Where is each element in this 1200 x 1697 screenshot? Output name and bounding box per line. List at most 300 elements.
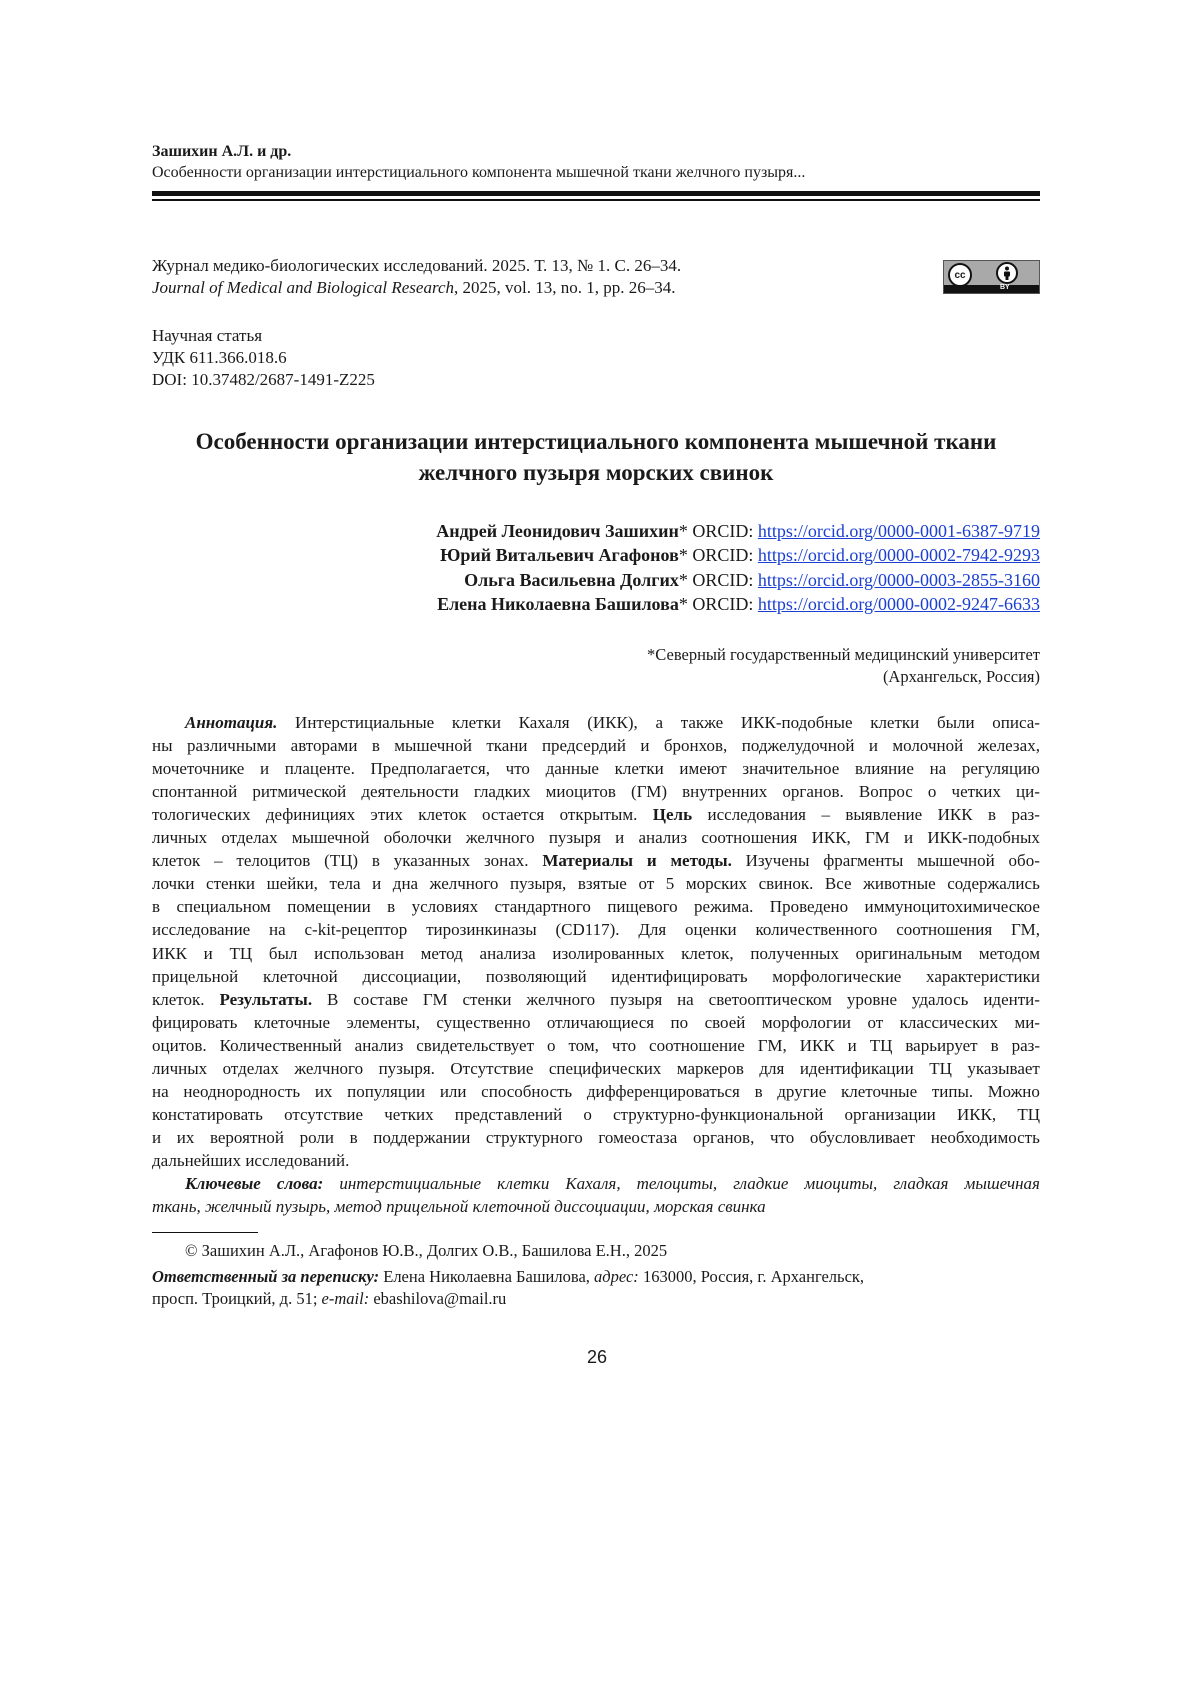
word: остается [482, 805, 544, 825]
word: – [214, 851, 223, 871]
word: методы. [670, 851, 731, 871]
cc-icon: cc [948, 263, 972, 287]
word: и [204, 944, 213, 964]
word: что [506, 759, 530, 779]
abstract-line [152, 828, 1040, 848]
word: на [269, 920, 286, 940]
udc: УДК 611.366.018.6 [152, 348, 287, 368]
word: раз- [1011, 805, 1039, 825]
orcid-link[interactable]: https://orcid.org/0000-0001-6387-9719 [758, 521, 1040, 541]
word: предсердий [542, 736, 626, 756]
word: четких [384, 1105, 433, 1125]
word: Цель [653, 805, 692, 825]
word: анализа [480, 944, 536, 964]
word: идентификации [800, 1059, 914, 1079]
word: миоцитов [546, 782, 616, 802]
author-line [464, 570, 1040, 591]
word: стенки [463, 990, 512, 1010]
word: удалось [912, 990, 968, 1010]
word: ткань, [152, 1197, 201, 1217]
word: свинка [718, 1197, 766, 1217]
word: тирозинкиназы [426, 920, 537, 940]
word: клеток, [681, 944, 734, 964]
word: соотношения [896, 920, 992, 940]
word: животные [863, 874, 936, 894]
abstract-line [152, 1059, 1040, 1079]
word: выявление [845, 805, 922, 825]
word: клетки [870, 713, 919, 733]
word: мышечной [292, 828, 370, 848]
abstract-line [152, 759, 1040, 779]
word: желчного [466, 828, 535, 848]
word: и [615, 828, 624, 848]
word: телоцитов [236, 851, 310, 871]
word: обо- [1009, 851, 1040, 871]
citation-ru: Журнал медико-биологических исследований. 2025. Т. 13, № 1. С. 26–34. [152, 256, 681, 276]
word: шейки, [267, 874, 318, 894]
word: пузыря [610, 990, 662, 1010]
word: использован [314, 944, 404, 964]
attribution-person-icon [996, 262, 1018, 284]
word: гладкая [893, 1174, 948, 1194]
word: поддержании [373, 1128, 470, 1148]
word: личных [152, 1059, 207, 1079]
orcid-link[interactable]: https://orcid.org/0000-0003-2855-3160 [758, 570, 1040, 590]
abstract-line [152, 805, 1040, 825]
word: Все [825, 874, 852, 894]
word: лочки [152, 874, 194, 894]
correspondence-name: Елена Николаевна Башилова, [379, 1267, 594, 1286]
word: отделах [223, 1059, 279, 1079]
word: пузыря, [510, 874, 566, 894]
word: прицельной [386, 1197, 468, 1217]
word: о [547, 1036, 556, 1056]
word: иммуноцитохимическое [865, 897, 1040, 917]
word: этих [371, 805, 403, 825]
word: организации [845, 1105, 936, 1125]
word: анализ [355, 1036, 404, 1056]
abstract-line [152, 1082, 1040, 1102]
abstract-line [152, 782, 1040, 802]
word: соотношения [701, 828, 797, 848]
word: Отсутствие [450, 1059, 533, 1079]
word: на [930, 759, 947, 779]
word: необходимость [931, 1128, 1040, 1148]
header-rule-thin [152, 199, 1040, 201]
word: прицельной [152, 967, 238, 987]
article-title-line2: желчного пузыря морских свинок [140, 460, 1052, 486]
correspondence-label: Ответственный за переписку: [152, 1267, 379, 1286]
word: желчного [526, 990, 595, 1010]
word: морская [654, 1197, 713, 1217]
address-cont: просп. Троицкий, д. 51; [152, 1289, 322, 1308]
word: гомеостаза [598, 1128, 677, 1148]
article-title-line1: Особенности организации интерстициального компонента мышечной ткани [140, 429, 1052, 455]
word: ТЦ [929, 1059, 952, 1079]
word: по [671, 1013, 689, 1033]
word: свидетельствует [416, 1036, 534, 1056]
word: ГМ, [758, 1036, 787, 1056]
word: пузыря. [379, 1059, 435, 1079]
word: и [260, 759, 269, 779]
citation-journal: Journal of Medical and Biological Research [152, 278, 454, 297]
word: маркеров [677, 1059, 744, 1079]
orcid-label: * ORCID: [679, 521, 758, 541]
author-line [440, 545, 1040, 566]
word: уровне [847, 990, 897, 1010]
word: метод [335, 1197, 382, 1217]
word: оригинальным [856, 944, 962, 964]
word: популяции [347, 1082, 425, 1102]
word: клеточной [473, 1197, 550, 1217]
cc-by-license-badge[interactable] [943, 260, 1040, 294]
word: оцитов. [152, 1036, 207, 1056]
word: дна [393, 874, 418, 894]
word: и [640, 736, 649, 756]
word: четких [952, 782, 1001, 802]
word: в [755, 1082, 763, 1102]
word: указанных [394, 851, 470, 871]
word: от [867, 1013, 883, 1033]
author-name: Юрий Витальевич Агафонов [440, 545, 679, 565]
word: представлений [455, 1105, 562, 1125]
abstract-line [152, 944, 1040, 964]
address-label: адрес: [594, 1267, 639, 1286]
word: Аннотация. [185, 713, 277, 733]
word: желчного [430, 874, 499, 894]
word: был [269, 944, 298, 964]
citation-en [152, 278, 675, 298]
word: данные [546, 759, 599, 779]
word: молочной [892, 736, 963, 756]
word: пузыря [549, 828, 601, 848]
word: указывает [967, 1059, 1040, 1079]
word: вероятной [210, 1128, 284, 1148]
orcid-link[interactable]: https://orcid.org/0000-0002-9247-6633 [758, 594, 1040, 614]
word: Кахаля, [565, 1174, 620, 1194]
word: Материалы [542, 851, 633, 871]
word: мышечная [964, 1174, 1039, 1194]
word: ИКК-подобные [741, 713, 853, 733]
word: влияние [855, 759, 914, 779]
word: варьирует [905, 1036, 977, 1056]
word: регуляцию [962, 759, 1040, 779]
word: типы. [932, 1082, 973, 1102]
footnote-rule [152, 1232, 258, 1233]
word: Для [638, 920, 666, 940]
orcid-link[interactable]: https://orcid.org/0000-0002-7942-9293 [758, 545, 1040, 565]
word: также [681, 713, 724, 733]
word: морских [686, 874, 747, 894]
word: роли [300, 1128, 334, 1148]
abstract-line [185, 713, 1040, 733]
word: существенно [436, 1013, 530, 1033]
word: методом [979, 944, 1040, 964]
word: клеток [152, 851, 200, 871]
word: позволяющий [486, 967, 587, 987]
word: Предполагается, [371, 759, 490, 779]
word: составе [353, 990, 408, 1010]
word: количественного [755, 920, 877, 940]
author-name: Елена Николаевна Башилова [437, 594, 679, 614]
word: желчного [294, 1059, 363, 1079]
word: клеточной [263, 967, 338, 987]
word: ИКК-подобных [927, 828, 1040, 848]
orcid-label: * ORCID: [679, 545, 758, 565]
word: органов. [782, 782, 843, 802]
word: свинок. [759, 874, 814, 894]
word: 5 [666, 874, 675, 894]
word: ТЦ [229, 944, 252, 964]
word: отличающиеся [547, 1013, 654, 1033]
word: для [759, 1059, 784, 1079]
word: исследований. [245, 1151, 349, 1171]
word: пищевого [607, 897, 677, 917]
word: личных [152, 828, 207, 848]
word: элементы, [346, 1013, 420, 1033]
word: Вопрос [859, 782, 913, 802]
word: светооптическом [709, 990, 832, 1010]
word: дифференцироваться [587, 1082, 740, 1102]
word: Можно [988, 1082, 1040, 1102]
affiliation-line1: *Северный государственный медицинский университет [647, 645, 1040, 665]
running-header-authors: Зашихин А.Л. и др. [152, 143, 291, 161]
word: железах, [978, 736, 1040, 756]
word: слова: [277, 1174, 323, 1194]
word: интерстициальные [339, 1174, 481, 1194]
word: описа- [992, 713, 1040, 733]
word: мышечной [394, 736, 472, 756]
word: клеточные [841, 1082, 917, 1102]
word: дальнейших [152, 1151, 241, 1171]
word: имеют [679, 759, 726, 779]
doi: DOI: 10.37482/2687-1491-Z225 [152, 370, 375, 390]
word: клеток [418, 805, 466, 825]
orcid-label: * ORCID: [679, 570, 758, 590]
word: бронхов, [664, 736, 727, 756]
word: Изучены [746, 851, 810, 871]
address: 163000, Россия, г. Архангельск, [639, 1267, 864, 1286]
word: и [869, 736, 878, 756]
word: мышечной [917, 851, 995, 871]
author-name: Андрей Леонидович Зашихин [436, 521, 679, 541]
word: неоднородность [183, 1082, 300, 1102]
word: помещении [287, 897, 371, 917]
word: структурно-функциональной [613, 1105, 823, 1125]
author-line [437, 594, 1040, 615]
word: (CD117). [555, 920, 619, 940]
word: фрагменты [823, 851, 903, 871]
word: ГМ [865, 828, 890, 848]
word: гладкие [733, 1174, 788, 1194]
author-line [436, 521, 1040, 542]
word: авторами [291, 736, 358, 756]
word: – [821, 805, 830, 825]
word: метод [421, 944, 463, 964]
word: на [677, 990, 694, 1010]
word: соотношение [649, 1036, 745, 1056]
abstract-line [152, 1036, 1040, 1056]
word: взятые [578, 874, 627, 894]
abstract-line [152, 990, 1040, 1010]
word: Проведено [770, 897, 848, 917]
citation-details: , 2025, vol. 13, no. 1, pp. 26–34. [454, 278, 675, 297]
word: иденти- [983, 990, 1040, 1010]
word: клеток. [152, 990, 205, 1010]
word: деятельности [361, 782, 458, 802]
word: ГМ [423, 990, 448, 1010]
word: клетки [452, 713, 501, 733]
word: и [848, 1036, 857, 1056]
word: ТЦ [870, 1036, 893, 1056]
by-label: BY [1000, 284, 1010, 291]
word: клетки [615, 759, 664, 779]
word: пузырь, [276, 1197, 330, 1217]
word: том, [568, 1036, 598, 1056]
word: В [327, 990, 338, 1010]
word: ТЦ [1017, 1105, 1040, 1125]
email[interactable]: ebashilova@mail.ru [369, 1289, 506, 1308]
word: ци- [1016, 782, 1040, 802]
word: условиях [412, 897, 478, 917]
word: желчный [205, 1197, 271, 1217]
abstract-line [152, 1013, 1040, 1033]
abstract-line [152, 736, 1040, 756]
word: (ИКК), [587, 713, 638, 733]
word: ИКК [152, 944, 187, 964]
word: ИКК, [957, 1105, 996, 1125]
word: исследование [152, 920, 250, 940]
word: в [372, 736, 380, 756]
abstract-line [152, 967, 1040, 987]
word: содержались [947, 874, 1040, 894]
word: и [152, 1128, 161, 1148]
word: или [440, 1082, 467, 1102]
word: тела [330, 874, 361, 894]
correspondence-line2 [152, 1289, 506, 1309]
word: отсутствие [284, 1105, 363, 1125]
abstract-line [152, 1151, 1040, 1171]
word: органов, [693, 1128, 754, 1148]
word: Интерстициальные [295, 713, 434, 733]
word: оболочки [384, 828, 452, 848]
word: оценки [685, 920, 737, 940]
word: (ГМ) [631, 782, 667, 802]
word: от [638, 874, 654, 894]
word: а [655, 713, 663, 733]
word: ИКК [800, 1036, 835, 1056]
word: отделах [221, 828, 277, 848]
word: анализ [638, 828, 687, 848]
word: их [177, 1128, 195, 1148]
word: специфических [549, 1059, 661, 1079]
word: были [937, 713, 975, 733]
abstract-line [152, 897, 1040, 917]
word: поджелудочной [742, 736, 855, 756]
word: специальном [176, 897, 270, 917]
keywords-line [185, 1174, 1040, 1194]
word: структурного [486, 1128, 583, 1148]
keywords-line [152, 1197, 1040, 1217]
word: ткани [486, 736, 527, 756]
word: идентифицировать [611, 967, 747, 987]
article-type: Научная статья [152, 326, 262, 346]
word: в [372, 851, 380, 871]
word: диссоциации, [362, 967, 461, 987]
abstract-line [152, 874, 1040, 894]
word: c-kit-рецептор [304, 920, 407, 940]
abstract-line [152, 1128, 1040, 1148]
word: полученных [750, 944, 839, 964]
word: зонах. [484, 851, 529, 871]
word: морфологические [772, 967, 901, 987]
word: о [583, 1105, 592, 1125]
email-label: e-mail: [322, 1289, 370, 1308]
word: исследования [708, 805, 807, 825]
header-rule-thick [152, 191, 1040, 196]
running-header-title: Особенности организации интерстициального компонента мышечной ткани желчного пузыря... [152, 164, 805, 182]
orcid-label: * ORCID: [679, 594, 758, 614]
word: телоциты, [637, 1174, 718, 1194]
word: и [647, 851, 657, 871]
word: ми- [1014, 1013, 1040, 1033]
word: дефинициях [266, 805, 355, 825]
word: в [350, 1128, 358, 1148]
word: Кахаля [519, 713, 570, 733]
word: (ТЦ) [324, 851, 358, 871]
word: ИКК, [812, 828, 851, 848]
word: миоциты, [804, 1174, 877, 1194]
word: стенки [206, 874, 255, 894]
affiliation-line2: (Архангельск, Россия) [883, 667, 1040, 687]
abstract-line [152, 920, 1040, 940]
correspondence-line1 [152, 1267, 1040, 1287]
word: их [315, 1082, 333, 1102]
word: плаценте. [285, 759, 355, 779]
word: другие [777, 1082, 826, 1102]
word: стандартного [495, 897, 591, 917]
word: морфологии [762, 1013, 851, 1033]
word: клеточные [254, 1013, 330, 1033]
word: ритмической [252, 782, 346, 802]
word: Результаты. [219, 990, 312, 1010]
word: характеристики [926, 967, 1040, 987]
word: в [387, 897, 395, 917]
word: клетки [497, 1174, 549, 1194]
word: и [904, 828, 913, 848]
copyright: © Зашихин А.Л., Агафонов Ю.В., Долгих О.В., Башилова Е.Н., 2025 [185, 1241, 667, 1261]
word: и [372, 874, 381, 894]
word: в [152, 897, 160, 917]
word: Количественный [220, 1036, 342, 1056]
word: что [770, 1128, 794, 1148]
word: значительное [742, 759, 839, 779]
word: спонтанной [152, 782, 237, 802]
word: диссоциации, [554, 1197, 650, 1217]
word: ГМ, [1011, 920, 1040, 940]
word: открытым. [560, 805, 638, 825]
word: о [928, 782, 937, 802]
word: тологических [152, 805, 250, 825]
word: ИКК [938, 805, 973, 825]
word: различными [187, 736, 276, 756]
word: изолированных [552, 944, 664, 964]
word: гладких [474, 782, 531, 802]
page-number: 26 [0, 1347, 1194, 1368]
word: своей [705, 1013, 746, 1033]
word: ны [152, 736, 173, 756]
word: обусловливает [810, 1128, 915, 1148]
